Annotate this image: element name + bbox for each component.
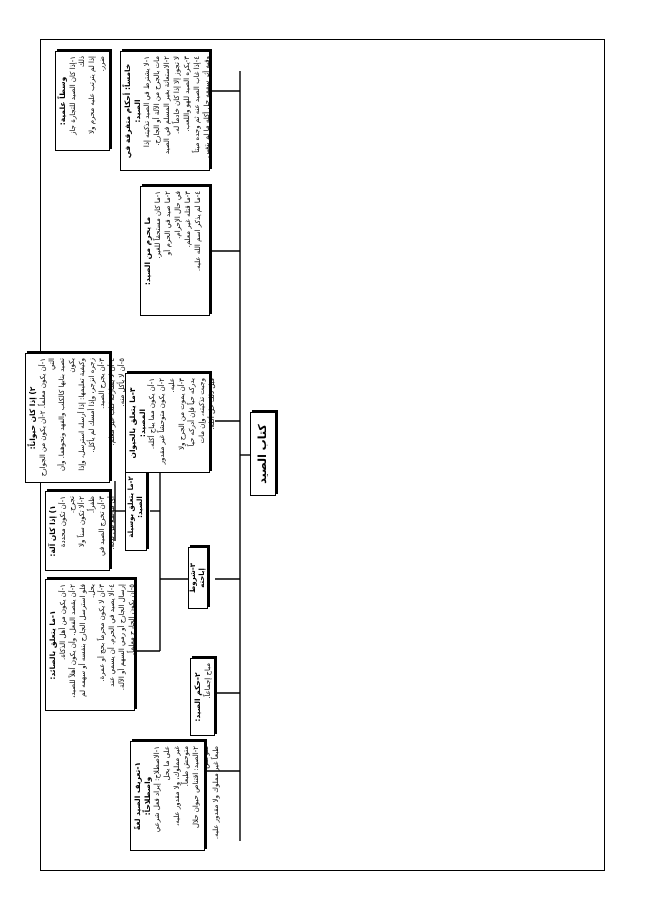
node-misc-rulings-line: ٤-إذا غاب الصيد عنه ثم وجده ميتاً [193, 56, 201, 153]
node-animal-line: ٣-أن يجرح الصيد. [97, 358, 106, 409]
node-hunter-line: ٤-ألا يصيد في الحرم. أن يسمي عند [108, 584, 116, 687]
node-ruling [190, 658, 215, 736]
node-definition-line: ١-الاصطلاح: إيراد فعل شرعي على ما يحل [153, 746, 171, 833]
node-misc-rulings [120, 51, 210, 171]
node-means-title: ٢-ما يتعلق بوسيلة الصيد: [126, 476, 144, 538]
node-ruling-title: ٢-حكم الصيد: [193, 672, 202, 722]
node-hunter-line: ١-أن يكون من أهل الذكاة. [58, 584, 67, 660]
node-hunted-animal-line: قبل ذلك حل أكله. [207, 378, 216, 430]
node-hunted-animal-line: وجبت تذكيته، وإن مات [197, 378, 206, 444]
node-misc-rulings-line: ٢-الاستعانة بغير المسلم في الصيد [163, 56, 171, 155]
node-forbidden [140, 186, 210, 316]
node-forbidden-line: ١-ما كان مستحقاً للغير. [153, 191, 162, 259]
node-scientific-means-title: وسطاً علمية: [58, 76, 67, 126]
node-misc-rulings-line: مات بالجرح من الآلة أو الجارح. [153, 56, 161, 146]
node-misc-rulings-line: ١-لا يشترط في الصيد تذكيته إذا [143, 56, 151, 148]
node-definition-title: ١-تعريف الصيد لغةً واصطلاحاً: [133, 761, 152, 831]
node-means [125, 463, 147, 551]
node-hunted-animal [125, 373, 216, 473]
node-tool-line: ١-أن تكون محددة تجرح. [58, 496, 76, 548]
node-animal-line: تصيد بنابها كالكلب والفهد ونحوهما. وأن يكون [58, 358, 76, 472]
node-animal-title: ٢) إذا كان حيواناً: [28, 386, 37, 450]
node-animal-line: ٥-أن لا يأكل منه. [117, 358, 126, 407]
node-tool [45, 491, 116, 571]
node-hunter-line: إرسال الجارح أو رمي السهم أو الآلة. [118, 584, 126, 691]
node-hunted-animal-line: ٢-أن يكون متوحشاً غير مقدور عليه. [158, 378, 176, 465]
root-title: كتاب الصيد [256, 424, 270, 484]
node-ruling-text: مباح إجماعاً. [203, 663, 212, 699]
node-tool-line: ٢-ألا تكون سناً ولا ظفراً. [78, 496, 96, 547]
node-hunter-title: ١-ما يتعلق بالصائد: [48, 610, 57, 680]
node-forbidden-line: في حال الإحرام. [173, 191, 182, 239]
node-hunter-line: ٣-أن لا يكون محرماً بحج أو عمرة. [98, 584, 106, 682]
node-animal-line: وكيفية تعليمها: إذا أرسله استرسل، وإذا [77, 358, 86, 471]
node-misc-rulings-line: ٣-يكره الصيد للهو واللعب. [183, 56, 191, 132]
root-node [250, 412, 276, 496]
node-definition-line: طبعاً غير مملوك ولا مقدور عليه. [211, 746, 220, 840]
node-animal-line: زجره انزجر، وإذا أمسك لم يأكل. [87, 358, 96, 453]
node-tool-line: أي موضع من بدنه. [107, 496, 116, 550]
node-scientific-means-line: إذا لم يترتب عليه محرم ولا ضرر. [88, 56, 106, 134]
diagram-canvas [28, 39, 605, 871]
node-conditions-title: ٣-شروط إباحته [188, 562, 206, 594]
node-animal-line: ٤-أن لا يشاركه كلب غير معلم. [107, 358, 116, 446]
node-hunted-animal-line: ٣-أن يموت من الجرح ولا [177, 378, 186, 450]
node-misc-rulings-title: خامساً: أحكام متفرقة في الصيد: [123, 63, 142, 159]
node-misc-rulings-line: لا تجوز إلا إذا كان خادماً له. [173, 56, 181, 134]
node-animal [25, 353, 126, 483]
node-conditions [188, 547, 208, 609]
node-hunter-line: فلو استرسل الجارح بنفسه أو سهمه لم يحل. [78, 584, 96, 697]
node-hunted-animal-line: يدركه حياً فإن أدركه حياً [187, 378, 196, 447]
node-scientific-means [55, 51, 110, 151]
node-definition-line: ٢-الصيد: اقتناص حيوان حلال متوحش [192, 746, 210, 829]
node-forbidden-line: ٣-ما قتله غير معلم. [183, 191, 192, 248]
node-definition [130, 741, 220, 851]
node-scientific-means-line: ١-إذا كان الصيد للتجارة جاز ذلك [68, 56, 86, 135]
node-definition-line: غير مملوك، ولا مقدور عليه، متوحش طبعاً. [172, 746, 190, 827]
node-hunter [45, 579, 135, 711]
node-animal-line: ١-أن يكون معلماً. ٢-أن يكون من الجوارح التي [38, 358, 56, 477]
node-misc-rulings-line: وفيه أثر سهمه حل أكله ما لم يتغير. [203, 56, 211, 159]
node-hunter-line: ٥-أن يكون الجارح معلماً. [128, 584, 136, 656]
node-hunted-animal-title: ٣-ما يتعلق بالحيوان المصيد: [128, 387, 147, 459]
node-tool-line: ٣-أن تخرج الصيد في [97, 496, 106, 557]
node-hunted-animal-line: ١-أن يكون مما يباح أكله. [148, 378, 156, 450]
node-tool-title: ١) إذا كان آلة: [48, 505, 57, 557]
node-forbidden-line: ٤-ما لم يذكر اسم الله عليه. [193, 191, 202, 272]
node-forbidden-title: ما يحرم من الصيد: [143, 216, 152, 286]
node-hunter-line: ٢-أن يقصد الفعل. وأن يكون أهلاً للصيد، [68, 584, 77, 698]
node-forbidden-line: ٢-ما صيد في الحرم أو [163, 191, 172, 256]
